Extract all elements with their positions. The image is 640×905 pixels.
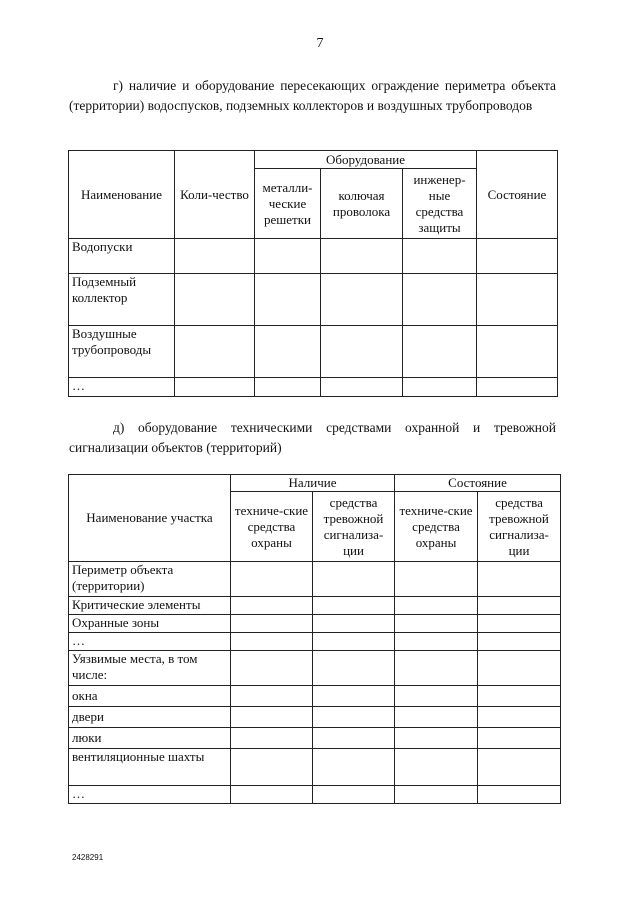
header-section-name: Наименование участка — [69, 475, 231, 562]
table-row — [69, 651, 561, 686]
row-label: … — [69, 378, 175, 397]
table-row — [69, 597, 561, 615]
table-row — [69, 728, 561, 749]
table-row — [69, 633, 561, 651]
table-row — [69, 326, 558, 378]
header-alarm-signaling: средства тревожной сигнализа-ции — [478, 492, 561, 562]
header-presence: Наличие — [231, 475, 395, 492]
table-row — [69, 749, 561, 786]
page-number: 7 — [316, 36, 324, 51]
row-label: Периметр объекта (территории) — [69, 562, 231, 597]
header-equipment: Оборудование — [255, 151, 477, 169]
row-label: вентиляционные шахты — [69, 749, 231, 786]
row-label: Уязвимые места, в том числе: — [69, 651, 231, 686]
section-g-text: г) наличие и оборудование пересекающих ограждение периметра объекта (территории) водоспусков, подземных коллекторов и воздушных трубопроводов — [69, 78, 556, 113]
section-d-text: д) оборудование техническими средствами охранной и тревожной сигнализации объектов (территорий) — [69, 420, 556, 455]
header-quantity: Коли-чество — [175, 151, 255, 239]
header-barbed-wire: колючая проволока — [321, 169, 403, 239]
row-label: Критические элементы — [69, 597, 231, 615]
row-label: … — [69, 633, 231, 651]
table-row — [69, 786, 561, 804]
row-label: … — [69, 786, 231, 804]
row-label: окна — [69, 686, 231, 707]
row-label: Водопуски — [69, 239, 175, 274]
footer-code: 2428291 — [72, 853, 104, 862]
table-row — [69, 239, 558, 274]
header-name: Наименование — [69, 151, 175, 239]
header-state: Состояние — [395, 475, 561, 492]
header-metal-grates: металли-ческие решетки — [255, 169, 321, 239]
row-label: Подземный коллектор — [69, 274, 175, 326]
table-row — [69, 274, 558, 326]
row-label: двери — [69, 707, 231, 728]
table-g — [68, 150, 558, 397]
table-row — [69, 378, 558, 397]
table-row — [69, 562, 561, 597]
row-label: люки — [69, 728, 231, 749]
header-engineering-protection: инженер-ные средства защиты — [403, 169, 477, 239]
header-state: Состояние — [477, 151, 558, 239]
row-label: Охранные зоны — [69, 615, 231, 633]
header-alarm-signaling: средства тревожной сигнализа-ции — [313, 492, 395, 562]
table-d — [68, 474, 561, 804]
table-row — [69, 686, 561, 707]
row-label: Воздушные трубопроводы — [69, 326, 175, 378]
table-row — [69, 615, 561, 633]
header-technical-security: техниче-ские средства охраны — [231, 492, 313, 562]
table-row — [69, 707, 561, 728]
header-technical-security: техниче-ские средства охраны — [395, 492, 478, 562]
